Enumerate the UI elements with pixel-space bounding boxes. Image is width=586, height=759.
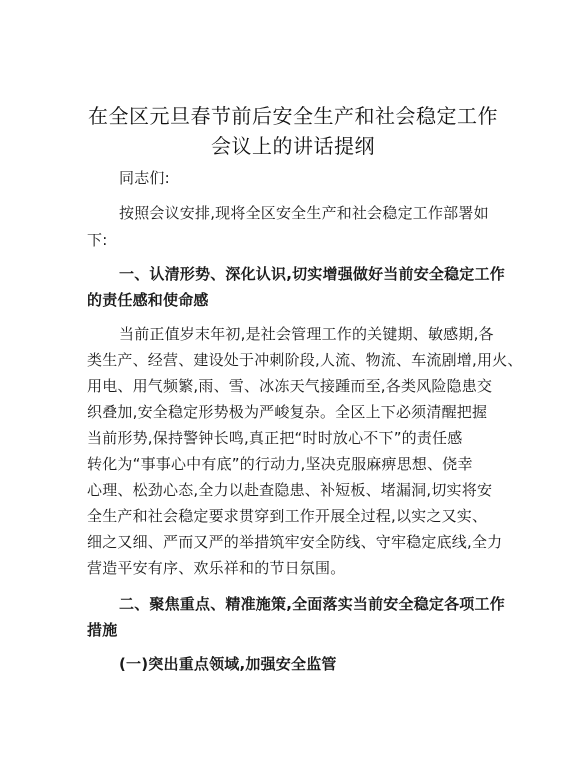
intro-line-2: 下: — [87, 231, 108, 249]
section-1-body-line-4: 织叠加,安全稳定形势极为严峻复杂。全区上下必须清醒把握 — [87, 403, 488, 421]
intro-line-1: 按照会议安排,现将全区安全生产和社会稳定工作部署如 — [119, 204, 489, 222]
section-1-body-line-1: 当前正值岁末年初,是社会管理工作的关键期、敏感期,各 — [119, 325, 494, 343]
section-1-body-line-8: 全生产和社会稳定要求贯穿到工作开展全过程,以实之又实、 — [87, 507, 488, 525]
section-1-body-line-9: 细之又细、严而又严的举措筑牢安全防线、守牢稳定底线,全力 — [87, 533, 503, 551]
document-title-line-1: 在全区元旦春节前后安全生产和社会稳定工作 — [88, 104, 498, 128]
section-1-heading-line-2: 的责任感和使命感 — [87, 291, 209, 309]
section-1-body-line-5: 当前形势,保持警钟长鸣,真正把“时时放心不下”的责任感 — [87, 429, 463, 447]
section-1-body-line-7: 心理、松劲心态,全力以赴查隐患、补短板、堵漏洞,切实将安 — [87, 481, 493, 499]
section-1-heading-line-1: 一、认清形势、深化认识,切实增强做好当前安全稳定工作 — [119, 265, 505, 283]
section-1-body-line-10: 营造平安有序、欢乐祥和的节日氛围。 — [87, 559, 346, 577]
section-1-body-line-2: 类生产、经营、建设处于冲刺阶段,人流、物流、车流剧增,用火、 — [87, 351, 523, 369]
document-title-line-2: 会议上的讲话提纲 — [211, 134, 375, 158]
greeting: 同志们: — [119, 169, 170, 187]
section-1-body-line-6: 转化为“事事心中有底”的行动力,坚决克服麻痹思想、侥幸 — [87, 455, 473, 473]
section-2-heading-line-1: 二、聚焦重点、精准施策,全面落实当前安全稳定各项工作 — [119, 595, 505, 613]
section-2-heading-line-2: 措施 — [87, 621, 118, 639]
section-1-body-line-3: 用电、用气频繁,雨、雪、冰冻天气接踵而至,各类风险隐患交 — [87, 377, 493, 395]
subsection-1-heading: (一)突出重点领域,加强安全监管 — [119, 655, 337, 673]
